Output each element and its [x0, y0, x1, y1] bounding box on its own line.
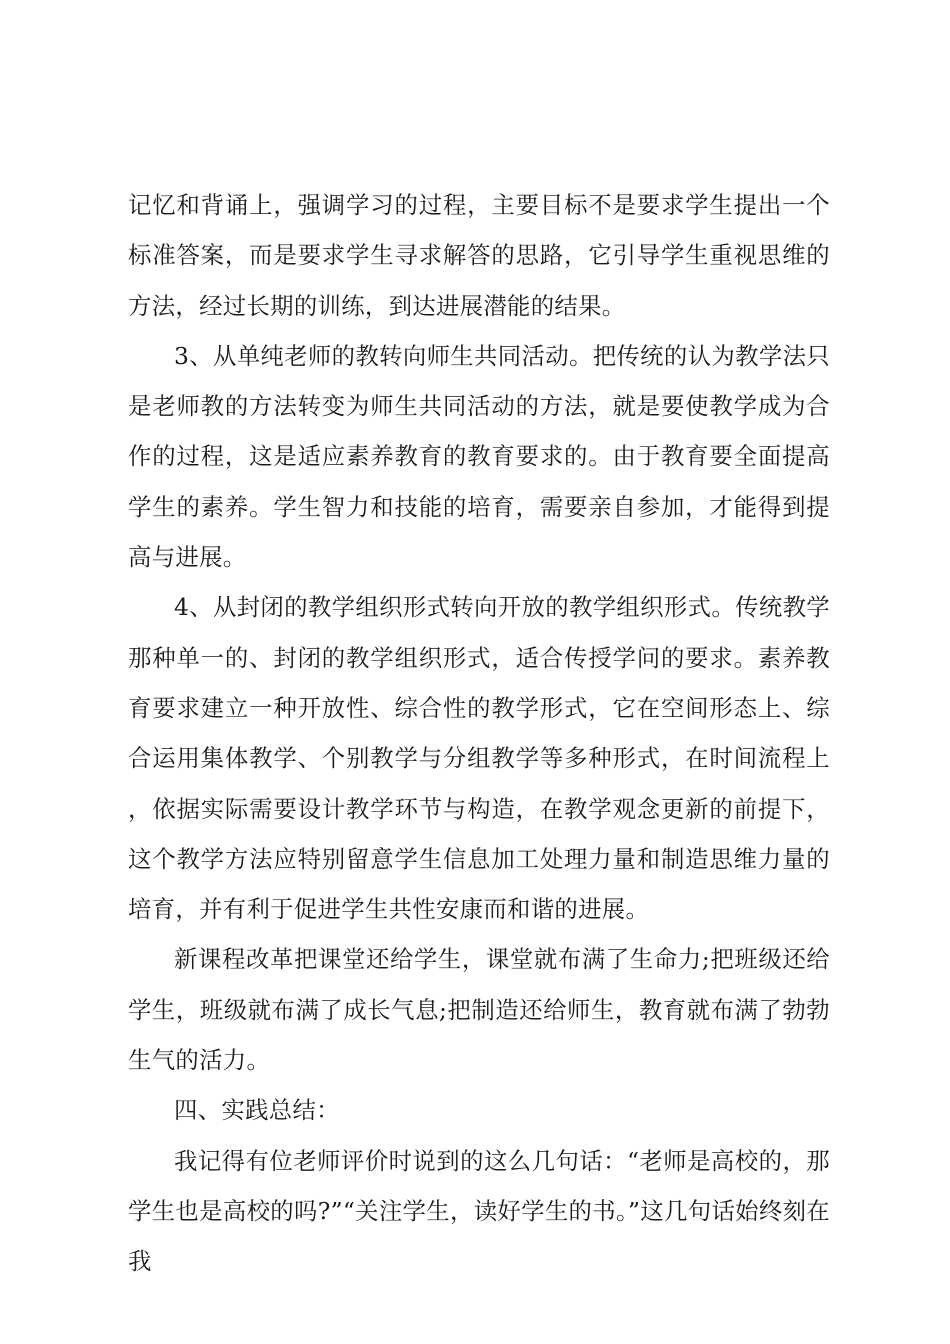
- section-heading-practice-summary: 四、实践总结：: [174, 1096, 340, 1125]
- paragraph-point-3: 3、从单纯老师的教转向师生共同活动。把传统的认为教学法只是老师教的方法转变为师生共同活动的方法，就是要使教学成为合作的过程，这是适应素养教育的教育要求的。由于教育要全面提高学生的素养。学生智力和技能的培育，需要亲自参加，才能得到提高与进展。: [128, 341, 830, 572]
- paragraph-recollection: 我记得有位老师评价时说到的这么几句话：“老师是高校的，那学生也是高校的吗?”“关注学生，读好学生的书。”这几句话始终刻在我: [128, 1146, 830, 1276]
- paragraph-continuation: 记忆和背诵上，强调学习的过程，主要目标不是要求学生提出一个标准答案，而是要求学生寻求解答的思路，它引导学生重视思维的方法，经过长期的训练，到达进展潜能的结果。: [128, 191, 830, 320]
- document-body: [128, 180, 830, 1287]
- paragraph-curriculum-reform: 新课程改革把课堂还给学生，课堂就布满了生命力;把班级还给学生，班级就布满了成长气息;把制造还给师生，教育就布满了勃勃生气的活力。: [128, 945, 830, 1075]
- paragraph-point-4: 4、从封闭的教学组织形式转向开放的教学组织形式。传统教学那种单一的、封闭的教学组织形式，适合传授学问的要求。素养教育要求建立一种开放性、综合性的教学形式，它在空间形态上、综合运用集体教学、个别教学与分组教学等多种形式，在时间流程上，依据实际需要设计教学环节与构造，在教学观念更新的前提下，这个教学方法应特别留意学生信息加工处理力量和制造思维力量的培育，并有利于促进学生共性安康而和谐的进展。: [128, 593, 830, 924]
